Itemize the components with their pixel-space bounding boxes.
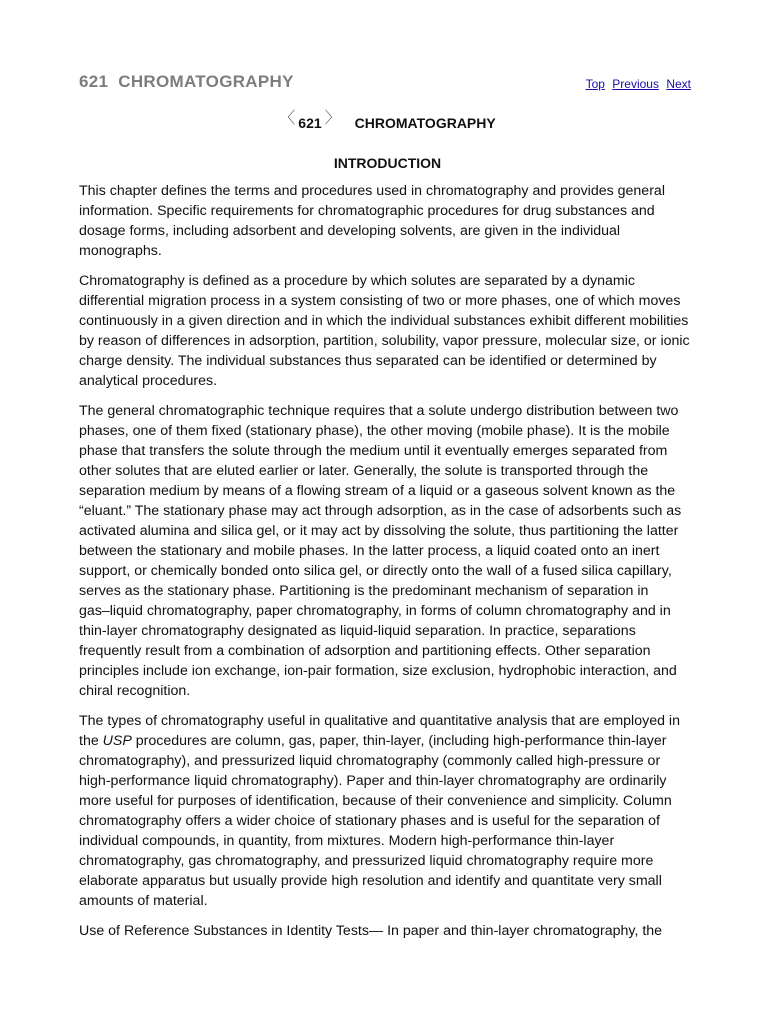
text-line: chromatography, gas chromatography, and pressurized liquid chromatography require more [79, 853, 654, 869]
usp-italic: USP [102, 733, 132, 749]
text-line: phases, one of them fixed (stationary phase), the other moving (mobile phase). It is the mobile [79, 423, 670, 439]
text-line: more useful for purposes of identification, because of their convenience and simplicity. Column [79, 793, 672, 809]
text-line: The types of chromatography useful in qualitative and quantitative analysis that are employed in [79, 713, 680, 729]
text-line: monographs. [79, 243, 162, 259]
text-line: charge density. The individual substances thus separated can be identified or determined by [79, 353, 657, 369]
chapter-title: CHROMATOGRAPHY [354, 115, 496, 131]
paragraph [79, 401, 696, 701]
text-line: gas–liquid chromatography, paper chromatography, in forms of column chromatography and in [79, 603, 671, 619]
text-line: individual compounds, in quantity, from mixtures. Modern high-performance thin-layer [79, 833, 615, 849]
text-line: chromatography offers a wider choice of stationary phases and is useful for the separation of [79, 813, 660, 829]
text-line: principles include ion exchange, ion-pair formation, size exclusion, hydrophobic interaction, and [79, 663, 677, 679]
text-line: amounts of material. [79, 893, 208, 909]
text-line: activated alumina and silica gel, or it may act by dissolving the solute, thus partitioning the latter [79, 523, 679, 539]
usp-line-after: procedures are column, gas, paper, thin-layer, (including high-performance thin-layer [131, 733, 667, 749]
header-chapter-number: 621 [79, 72, 109, 91]
text-line-usp [79, 733, 667, 749]
text-line: separation medium by means of a flowing stream of a liquid or a gaseous solvent known as the [79, 483, 676, 499]
paragraph [79, 181, 696, 261]
nav-top-link[interactable]: Top [585, 77, 605, 91]
text-line: Chromatography is defined as a procedure by which solutes are separated by a dynamic [79, 273, 635, 289]
text-line: analytical procedures. [79, 373, 218, 389]
chapter-heading [79, 110, 696, 133]
text-line: phase that transfers the solute through the medium until it eventually emerges separated from [79, 443, 668, 459]
text-line: “eluant.” The stationary phase may act through adsorption, as in the case of adsorbents such as [79, 503, 682, 519]
chapter-number: 621 [298, 115, 322, 131]
text-line: chromatography), and pressurized liquid chromatography (commonly called high-pressure or [79, 753, 661, 769]
text-line: serves as the stationary phase. Partitioning is the predominant mechanism of separation in [79, 583, 649, 599]
text-line: by reason of differences in adsorption, partition, solubility, vapor pressure, molecular size, or ionic [79, 333, 690, 349]
paragraph [79, 271, 696, 391]
paragraph [79, 711, 696, 911]
document-page [79, 0, 696, 1024]
paragraph [79, 921, 696, 941]
nav-next-link[interactable]: Next [666, 77, 691, 91]
open-angle-bracket: 〈 [279, 110, 296, 127]
text-line: frequently result from a combination of adsorption and partitioning effects. Other separation [79, 643, 651, 659]
page-navigation [582, 77, 691, 91]
text-line: between the stationary and mobile phases. In the latter process, a liquid coated onto an inert [79, 543, 660, 559]
page-header [79, 72, 691, 98]
section-heading: INTRODUCTION [333, 155, 442, 171]
text-line: chiral recognition. [79, 683, 191, 699]
close-angle-bracket: 〉 [324, 110, 341, 127]
text-line: other solutes that are eluted earlier or later. Generally, the solute is transported through the [79, 463, 649, 479]
header-title [79, 72, 294, 92]
text-line: Use of Reference Substances in Identity Tests— In paper and thin-layer chromatography, the [79, 923, 663, 939]
text-line: high-performance liquid chromatography). Paper and thin-layer chromatography are ordinarily [79, 773, 667, 789]
text-line: continuously in a given direction and in which the individual substances exhibit different mobilities [79, 313, 689, 329]
document-body [79, 181, 696, 951]
text-line: This chapter defines the terms and procedures used in chromatography and provides general [79, 183, 665, 199]
text-line: support, or chemically bonded onto silica gel, or directly onto the wall of a fused silica capillary, [79, 563, 672, 579]
text-line: elaborate apparatus but usually provide high resolution and identify and quantitate very small [79, 873, 662, 889]
header-chapter-title: CHROMATOGRAPHY [118, 72, 294, 91]
text-line: information. Specific requirements for chromatographic procedures for drug substances and [79, 203, 655, 219]
usp-line-before: the [79, 733, 103, 749]
text-line: dosage forms, including adsorbent and developing solvents, are given in the individual [79, 223, 621, 239]
text-line: The general chromatographic technique requires that a solute undergo distribution between two [79, 403, 679, 419]
text-line: thin-layer chromatography designated as liquid-liquid separation. In practice, separations [79, 623, 636, 639]
nav-previous-link[interactable]: Previous [612, 77, 659, 91]
text-line: differential migration process in a system consisting of two or more phases, one of which moves [79, 293, 681, 309]
